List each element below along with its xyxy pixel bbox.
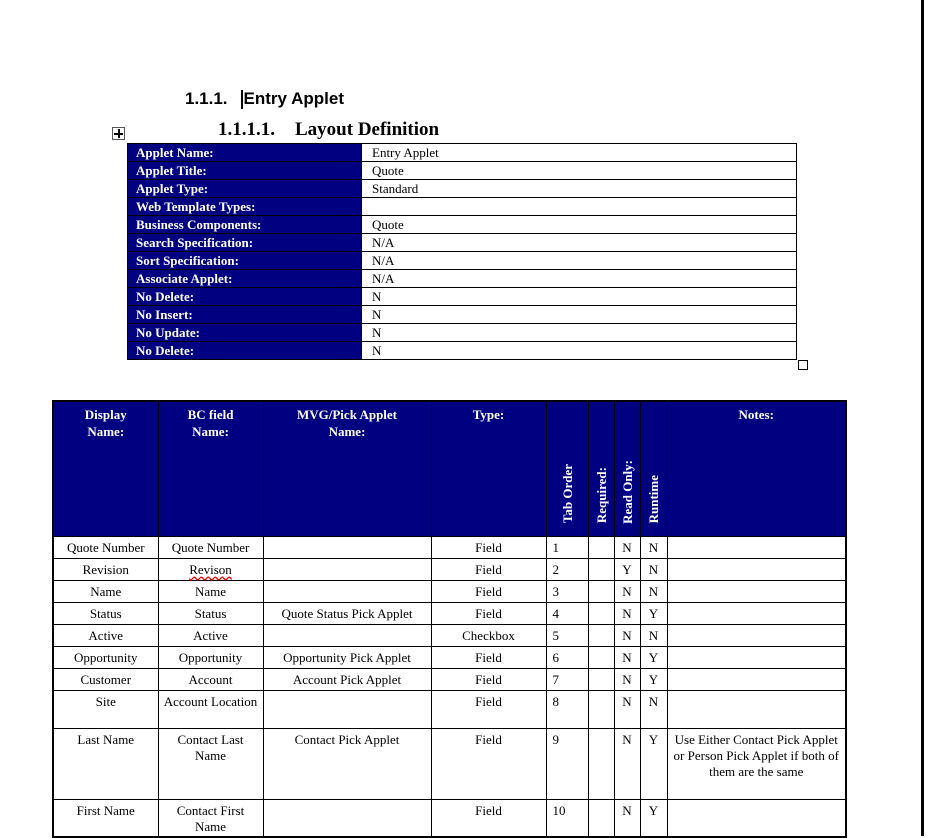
field-row xyxy=(53,690,846,728)
col-header-label: Type: xyxy=(472,407,505,422)
field-display-name[interactable]: Status xyxy=(53,602,158,624)
property-label[interactable]: Applet Title: xyxy=(128,162,362,180)
field-mvg-pick-applet[interactable]: Quote Status Pick Applet xyxy=(263,602,431,624)
field-mvg-pick-applet[interactable]: Contact Pick Applet xyxy=(263,728,431,799)
properties-table-body xyxy=(128,144,797,360)
field-read-only[interactable]: N xyxy=(614,690,640,728)
field-mvg-pick-applet[interactable] xyxy=(263,580,431,602)
field-display-name[interactable]: Site xyxy=(53,690,158,728)
field-display-name[interactable]: Quote Number xyxy=(53,536,158,558)
field-read-only[interactable]: N xyxy=(614,580,640,602)
col-header-runtime[interactable] xyxy=(640,401,667,536)
properties-row xyxy=(128,270,797,288)
field-bc-name[interactable] xyxy=(158,799,263,837)
text-cursor xyxy=(241,90,243,109)
field-required[interactable] xyxy=(588,536,614,558)
col-header-label-vertical: Runtime xyxy=(646,475,661,524)
field-display-name[interactable]: Name xyxy=(53,580,158,602)
field-required[interactable] xyxy=(588,580,614,602)
field-row xyxy=(53,580,846,602)
field-mvg-pick-applet[interactable] xyxy=(263,690,431,728)
col-header-label-vertical: Required: xyxy=(593,467,609,524)
field-tab-order[interactable]: 7 xyxy=(546,668,588,690)
property-value[interactable]: Quote xyxy=(362,216,797,234)
field-row xyxy=(53,536,846,558)
field-required[interactable] xyxy=(588,646,614,668)
field-read-only[interactable]: N xyxy=(614,668,640,690)
property-label[interactable]: Sort Specification: xyxy=(128,252,362,270)
property-label[interactable]: No Update: xyxy=(128,324,362,342)
col-header-bc-field-name[interactable] xyxy=(158,401,263,536)
subheading-text: Layout Definition xyxy=(295,119,440,140)
bc-field-text: Account Location xyxy=(163,693,258,709)
bc-field-text: Status xyxy=(194,605,227,621)
properties-row xyxy=(128,288,797,306)
property-value[interactable]: N xyxy=(362,306,797,324)
fields-table-header-row xyxy=(53,401,846,536)
field-notes[interactable] xyxy=(667,536,846,558)
property-value[interactable]: N/A xyxy=(362,234,797,252)
bc-field-text: Opportunity xyxy=(178,649,243,665)
properties-row xyxy=(128,216,797,234)
field-bc-name[interactable] xyxy=(158,558,263,580)
field-type[interactable]: Field xyxy=(431,646,546,668)
field-runtime[interactable]: Y xyxy=(640,646,667,668)
col-header-label: Notes: xyxy=(738,407,774,422)
field-runtime[interactable]: Y xyxy=(640,602,667,624)
field-read-only[interactable]: N xyxy=(614,799,640,837)
field-tab-order[interactable]: 9 xyxy=(546,728,588,799)
property-label[interactable]: Applet Name: xyxy=(128,144,362,162)
properties-row xyxy=(128,306,797,324)
field-type[interactable]: Field xyxy=(431,558,546,580)
fields-table-body xyxy=(53,536,846,837)
property-value[interactable]: N/A xyxy=(362,270,797,288)
field-notes[interactable] xyxy=(667,668,846,690)
field-runtime[interactable]: N xyxy=(640,580,667,602)
field-notes[interactable] xyxy=(667,558,846,580)
bc-field-text: Contact Last Name xyxy=(177,731,244,763)
col-header-label: Display Name: xyxy=(84,407,127,439)
properties-row xyxy=(128,324,797,342)
field-row xyxy=(53,799,846,837)
col-header-notes[interactable] xyxy=(667,401,846,536)
field-required[interactable] xyxy=(588,602,614,624)
field-tab-order[interactable]: 3 xyxy=(546,580,588,602)
col-header-read-only[interactable] xyxy=(614,401,640,536)
field-required[interactable] xyxy=(588,668,614,690)
field-mvg-pick-applet[interactable] xyxy=(263,558,431,580)
property-label[interactable]: Search Specification: xyxy=(128,234,362,252)
field-required[interactable] xyxy=(588,558,614,580)
field-runtime[interactable]: Y xyxy=(640,668,667,690)
field-tab-order[interactable]: 10 xyxy=(546,799,588,837)
field-notes[interactable] xyxy=(667,624,846,646)
field-read-only[interactable]: N xyxy=(614,602,640,624)
field-bc-name[interactable] xyxy=(158,668,263,690)
field-mvg-pick-applet[interactable]: Opportunity Pick Applet xyxy=(263,646,431,668)
property-label[interactable]: Web Template Types: xyxy=(128,198,362,216)
field-type[interactable]: Field xyxy=(431,668,546,690)
field-type[interactable]: Checkbox xyxy=(431,624,546,646)
field-type[interactable]: Field xyxy=(431,690,546,728)
col-header-tab-order[interactable] xyxy=(546,401,588,536)
bc-field-text: Contact First Name xyxy=(176,802,245,834)
field-read-only[interactable]: N xyxy=(614,646,640,668)
field-mvg-pick-applet[interactable] xyxy=(263,799,431,837)
field-display-name[interactable]: Last Name xyxy=(53,728,158,799)
property-value[interactable]: Standard xyxy=(362,180,797,198)
col-header-label-vertical: Read Only: xyxy=(619,459,635,524)
field-row xyxy=(53,668,846,690)
subheading-number: 1.1.1.1. xyxy=(218,119,275,140)
heading-layout-definition[interactable] xyxy=(218,119,439,141)
field-mvg-pick-applet[interactable] xyxy=(263,536,431,558)
heading-text: Entry Applet xyxy=(243,89,344,108)
properties-row xyxy=(128,198,797,216)
property-value[interactable]: Quote xyxy=(362,162,797,180)
field-runtime[interactable]: Y xyxy=(640,799,667,837)
bc-field-text: Name xyxy=(194,583,227,599)
field-mvg-pick-applet[interactable] xyxy=(263,624,431,646)
field-display-name[interactable]: First Name xyxy=(53,799,158,837)
property-label[interactable]: Associate Applet: xyxy=(128,270,362,288)
field-required[interactable] xyxy=(588,690,614,728)
field-notes[interactable] xyxy=(667,690,846,728)
field-bc-name[interactable] xyxy=(158,690,263,728)
field-runtime[interactable]: N xyxy=(640,536,667,558)
field-row xyxy=(53,646,846,668)
applet-properties-table xyxy=(127,143,797,360)
field-mvg-pick-applet[interactable]: Account Pick Applet xyxy=(263,668,431,690)
property-value[interactable]: N xyxy=(362,324,797,342)
field-required[interactable] xyxy=(588,799,614,837)
field-bc-name[interactable] xyxy=(158,624,263,646)
property-value[interactable]: N xyxy=(362,288,797,306)
bc-field-text: Active xyxy=(193,627,228,643)
field-notes[interactable]: Use Either Contact Pick Applet or Person Pick Applet if both of them are the same xyxy=(667,728,846,799)
fields-definition-table xyxy=(52,400,847,838)
misspelled-word: Revison xyxy=(189,561,232,577)
properties-row xyxy=(128,162,797,180)
field-tab-order[interactable]: 4 xyxy=(546,602,588,624)
field-row xyxy=(53,624,846,646)
field-type[interactable]: Field xyxy=(431,799,546,837)
field-runtime[interactable]: Y xyxy=(640,728,667,799)
page-edge-line xyxy=(921,0,924,836)
field-type[interactable]: Field xyxy=(431,728,546,799)
field-type[interactable]: Field xyxy=(431,536,546,558)
field-bc-name[interactable] xyxy=(158,580,263,602)
field-runtime[interactable]: N xyxy=(640,690,667,728)
field-display-name[interactable]: Revision xyxy=(53,558,158,580)
property-label[interactable]: No Insert: xyxy=(128,306,362,324)
col-header-mvg-pick-applet[interactable] xyxy=(263,401,431,536)
col-header-label: MVG/Pick Applet Name: xyxy=(296,407,398,439)
properties-row xyxy=(128,234,797,252)
property-label[interactable]: No Delete: xyxy=(128,342,362,360)
bc-field-text: Quote Number xyxy=(171,539,250,555)
bc-field-text: Account xyxy=(188,671,233,687)
field-tab-order[interactable]: 8 xyxy=(546,690,588,728)
heading-number: 1.1.1. xyxy=(185,89,228,108)
heading-entry-applet[interactable] xyxy=(185,88,344,110)
field-notes[interactable] xyxy=(667,580,846,602)
field-row xyxy=(53,558,846,580)
property-value[interactable]: N xyxy=(362,342,797,360)
field-tab-order[interactable]: 1 xyxy=(546,536,588,558)
property-value[interactable]: Entry Applet xyxy=(362,144,797,162)
col-header-display-name[interactable] xyxy=(53,401,158,536)
col-header-required[interactable] xyxy=(588,401,614,536)
field-type[interactable]: Field xyxy=(431,580,546,602)
properties-row xyxy=(128,180,797,198)
col-header-type[interactable] xyxy=(431,401,546,536)
property-value[interactable] xyxy=(362,198,797,216)
field-required[interactable] xyxy=(588,624,614,646)
field-read-only[interactable]: N xyxy=(614,536,640,558)
field-notes[interactable] xyxy=(667,799,846,837)
field-read-only[interactable]: N xyxy=(614,728,640,799)
field-row xyxy=(53,602,846,624)
field-required[interactable] xyxy=(588,728,614,799)
field-read-only[interactable]: N xyxy=(614,624,640,646)
property-label[interactable]: No Delete: xyxy=(128,288,362,306)
field-tab-order[interactable]: 5 xyxy=(546,624,588,646)
field-tab-order[interactable]: 2 xyxy=(546,558,588,580)
col-header-label-vertical: Tab Order xyxy=(559,464,575,524)
field-bc-name[interactable] xyxy=(158,602,263,624)
field-notes[interactable] xyxy=(667,602,846,624)
field-bc-name[interactable] xyxy=(158,728,263,799)
properties-row xyxy=(128,342,797,360)
field-display-name[interactable]: Customer xyxy=(53,668,158,690)
table-move-handle-icon[interactable] xyxy=(112,127,125,140)
field-row xyxy=(53,728,846,799)
field-type[interactable]: Field xyxy=(431,602,546,624)
properties-row xyxy=(128,252,797,270)
field-tab-order[interactable]: 6 xyxy=(546,646,588,668)
field-display-name[interactable]: Opportunity xyxy=(53,646,158,668)
properties-row xyxy=(128,144,797,162)
field-display-name[interactable]: Active xyxy=(53,624,158,646)
property-label[interactable]: Business Components: xyxy=(128,216,362,234)
field-bc-name[interactable] xyxy=(158,536,263,558)
field-notes[interactable] xyxy=(667,646,846,668)
property-label[interactable]: Applet Type: xyxy=(128,180,362,198)
field-bc-name[interactable] xyxy=(158,646,263,668)
col-header-label: BC field Name: xyxy=(187,407,234,439)
property-value[interactable]: N/A xyxy=(362,252,797,270)
field-runtime[interactable]: N xyxy=(640,558,667,580)
field-runtime[interactable]: N xyxy=(640,624,667,646)
field-read-only[interactable]: Y xyxy=(614,558,640,580)
table-resize-handle-icon[interactable] xyxy=(798,360,808,370)
